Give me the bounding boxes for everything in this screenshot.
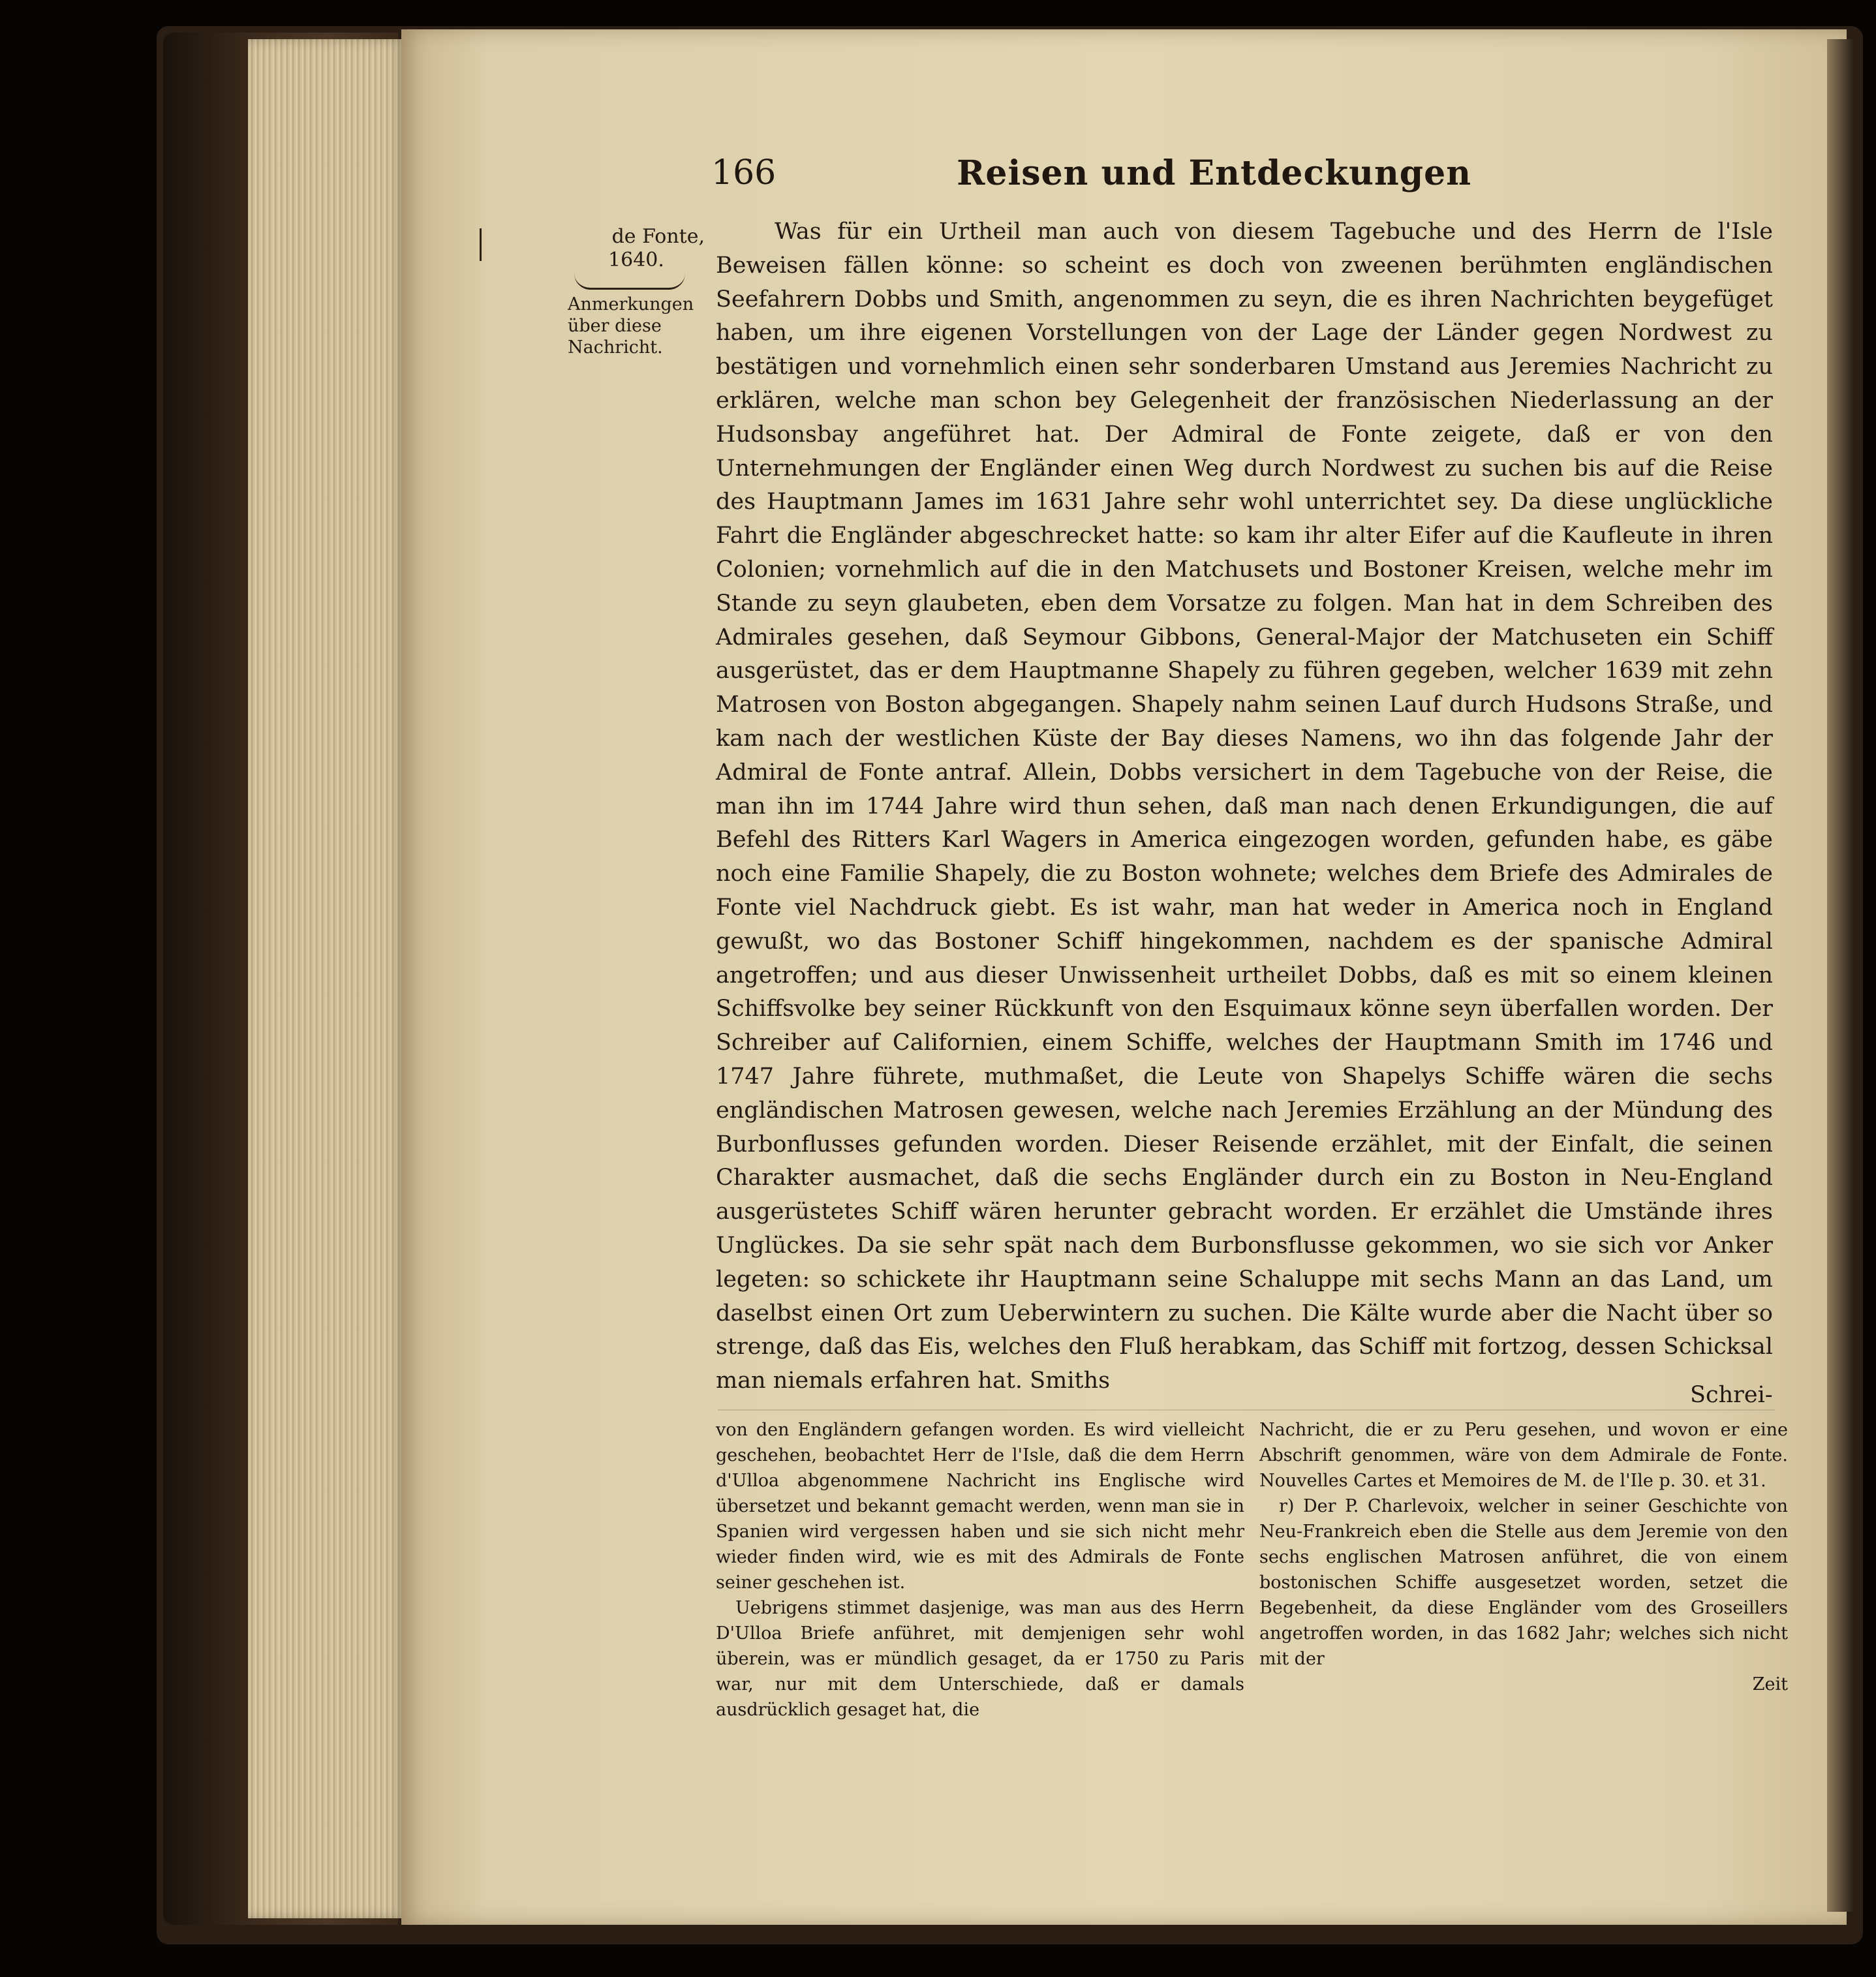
page-gutter xyxy=(1827,39,1853,1912)
footnote-right-1: Nachricht, die er zu Peru gesehen, und wovon er eine Abschrift genommen, wäre von dem Admirale de Fonte. Nouvelles Cartes et Memoires de M. de l'Ile p. 30. et 31. xyxy=(1259,1420,1788,1491)
marginal-year: 1640. xyxy=(608,249,664,271)
margin-mark xyxy=(480,228,482,261)
marginal-name: de Fonte, xyxy=(611,225,705,248)
main-text xyxy=(716,215,1773,1398)
catchword: Schrei- xyxy=(1690,1382,1773,1408)
marginal-note-line-2: über diese xyxy=(568,316,662,336)
marginal-note-line-3: Nachricht. xyxy=(568,337,663,358)
marginal-brace xyxy=(574,273,685,290)
marginal-note-line-1: Anmerkungen xyxy=(568,294,694,314)
page-number: 166 xyxy=(711,153,777,192)
footnote-right-2: r) Der P. Charlevoix, welcher in seiner Geschichte von Neu-Frankreich eben die Stelle aus dem Jeremie von den sechs englischen Matrosen anführet, die von einem bostonischen Schiffe ausgesetzet worden, setzet die Begebenheit, da diese Engländer vom des Groseillers angetroffen worden, in das 1682 Jahr; welches sich nicht mit der xyxy=(1259,1496,1788,1669)
footnote-divider xyxy=(718,1409,1775,1411)
page-header xyxy=(711,153,1471,206)
main-paragraph: Was für ein Urtheil man auch von diesem Tagebuche und des Herrn de l'Isle Beweisen fällen könne: so scheint es doch von zweenen berühmten engländischen Seefahrern Dobbs und Smith, angenommen zu seyn, die es ihren Nachrichten beygefüget haben, um ihre eigenen Vorstellungen von der Lage der Länder gegen Nordwest zu bestätigen und vornehmlich einen sehr sonderbaren Umstand aus Jeremies Nachricht zu erklären, welche man schon bey Gelegenheit der französischen Niederlassung an der Hudsonsbay angeführet hat. Der Admiral de Fonte zeigete, daß er von den Unternehmungen der Engländer einen Weg durch Nordwest zu suchen bis auf die Reise des Hauptmann James im 1631 Jahre sehr wohl unterrichtet sey. Da diese unglückliche Fahrt die Engländer abgeschrecket hatte: so kam ihr alter Eifer auf die Kaufleute in ihren Colonien; vornehmlich auf die in den Matchusets und Bostoner Kreisen, welche mehr im Stande zu seyn glaubeten, eben dem Vorsatze zu folgen. Man hat in dem Schreiben des Admirales gesehen, daß Seymour Gibbons, General-Major der Matchuseten ein Schiff ausgerüstet, das er dem Hauptmanne Shapely zu führen gegeben, welcher 1639 mit zehn Matrosen von Boston abgegangen. Shapely nahm seinen Lauf durch Hudsons Straße, und kam nach der westlichen Küste der Bay dieses Namens, wo ihn das folgende Jahr der Admiral de Fonte antraf. Allein, Dobbs versichert in dem Tagebuche von der Reise, die man ihn im 1744 Jahre wird thun sehen, daß man nach denen Erkundigungen, die auf Befehl des Ritters Karl Wagers in America eingezogen worden, gefunden habe, es gäbe noch eine Familie Shapely, die zu Boston wohnete; welches dem Briefe des Admirales de Fonte viel Nachdruck giebt. Es ist wahr, man hat weder in America noch in England gewußt, wo das Bostoner Schiff hingekommen, nachdem es der spanische Admiral angetroffen; und aus dieser Unwissenheit urtheilet Dobbs, daß es mit so einem kleinen Schiffsvolke bey seiner Rückkunft von den Esquimaux könne seyn überfallen worden. Der Schreiber auf Californien, einem Schiffe, welches der Hauptmann Smith im 1746 und 1747 Jahre führete, muthmaßet, die Leute von Shapelys Schiffe wären die sechs engländischen Matrosen gewesen, welche nach Jeremies Erzählung an der Mündung des Burbonflusses gefunden worden. Dieser Reisende erzählet, mit der Einfalt, die seinen Charakter ausmachet, daß die sechs Engländer durch ein zu Boston in Neu-England ausgerüstetes Schiff wären herunter gebracht worden. Er erzählet die Umstände ihres Unglückes. Da sie sehr spät nach dem Burbonsflusse gekommen, wo sie sich vor Anker legeten: so schickete ihr Hauptmann seine Schaluppe mit sechs Mann an das Land, um daselbst einen Ort zum Ueberwintern zu suchen. Die Kälte wurde aber die Nacht über so strenge, daß das Eis, welches den Fluß herabkam, das Schiff mit fortzog, dessen Schicksal man niemals erfahren hat. Smiths xyxy=(716,219,1773,1394)
footnote-catchword: Zeit xyxy=(1752,1674,1788,1694)
footnotes-right-column xyxy=(1259,1417,1788,1697)
page-edges xyxy=(248,39,405,1918)
footnote-left-1: von den Engländern gefangen worden. Es wird vielleicht geschehen, beobachtet Herr de l'Isle, daß die dem Herrn d'Ulloa abgenommene Nachricht ins Englische wird übersetzet und bekannt gemacht werden, wenn man sie in Spanien wird vergessen haben und sie sich nicht mehr wieder finden wird, wie es mit des Admirals de Fonte seiner geschehen ist. xyxy=(716,1420,1244,1593)
footnotes-left-column xyxy=(716,1417,1244,1723)
footnote-left-2: Uebrigens stimmet dasjenige, was man aus des Herrn D'Ulloa Briefe anführet, mit demjenigen sehr wohl überein, was er mündlich gesaget, da er 1750 zu Paris war, nur mit dem Unterschiede, daß er damals ausdrücklich gesaget hat, die xyxy=(716,1598,1244,1720)
marginal-note xyxy=(568,225,705,358)
running-title: Reisen und Entdeckungen xyxy=(957,153,1471,193)
